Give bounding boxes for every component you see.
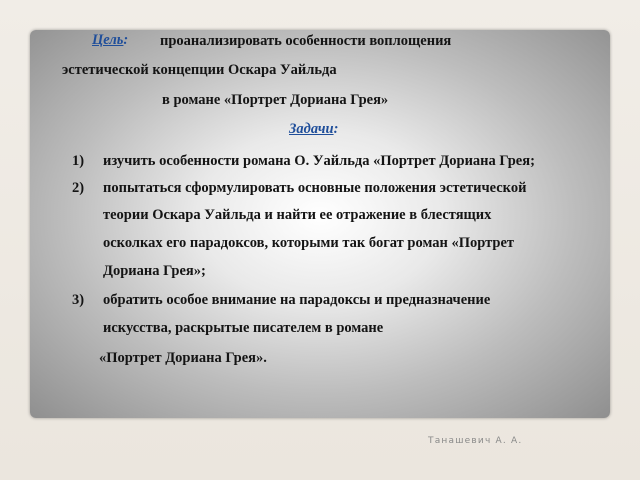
task-2-line-1: попытаться сформулировать основные положения эстетической bbox=[103, 180, 527, 196]
tasks-label: Задачи bbox=[289, 121, 334, 137]
task-3-trailing: «Портрет Дориана Грея». bbox=[99, 350, 267, 366]
task-3-line-2: искусства, раскрытые писателем в романе bbox=[103, 320, 384, 336]
task-2-line-3: осколках его парадоксов, которыми так богат роман «Портрет bbox=[103, 235, 515, 251]
goal-line-1: проанализировать особенности воплощения bbox=[160, 33, 452, 49]
tasks-colon: : bbox=[333, 121, 339, 137]
goal-line-3: в романе «Портрет Дориана Грея» bbox=[162, 92, 389, 108]
task-2-number: 2) bbox=[72, 180, 85, 196]
tasks-heading bbox=[289, 121, 338, 138]
goal-label: Цель bbox=[92, 32, 124, 48]
goal-heading bbox=[92, 32, 128, 49]
goal-colon: : bbox=[123, 32, 129, 48]
task-3-line-1: обратить особое внимание на парадоксы и предназначение bbox=[103, 292, 491, 308]
task-1-line-1: изучить особенности романа О. Уайльда «Портрет Дориана Грея; bbox=[103, 153, 535, 169]
author-footer: Танашевич А. А. bbox=[428, 436, 523, 446]
task-2-line-4: Дориана Грея»; bbox=[103, 263, 206, 279]
task-2-line-2: теории Оскара Уайльда и найти ее отражение в блестящих bbox=[103, 207, 492, 223]
task-1-number: 1) bbox=[72, 153, 85, 169]
goal-line-2: эстетической концепции Оскара Уайльда bbox=[62, 62, 337, 78]
task-3-number: 3) bbox=[72, 292, 85, 308]
